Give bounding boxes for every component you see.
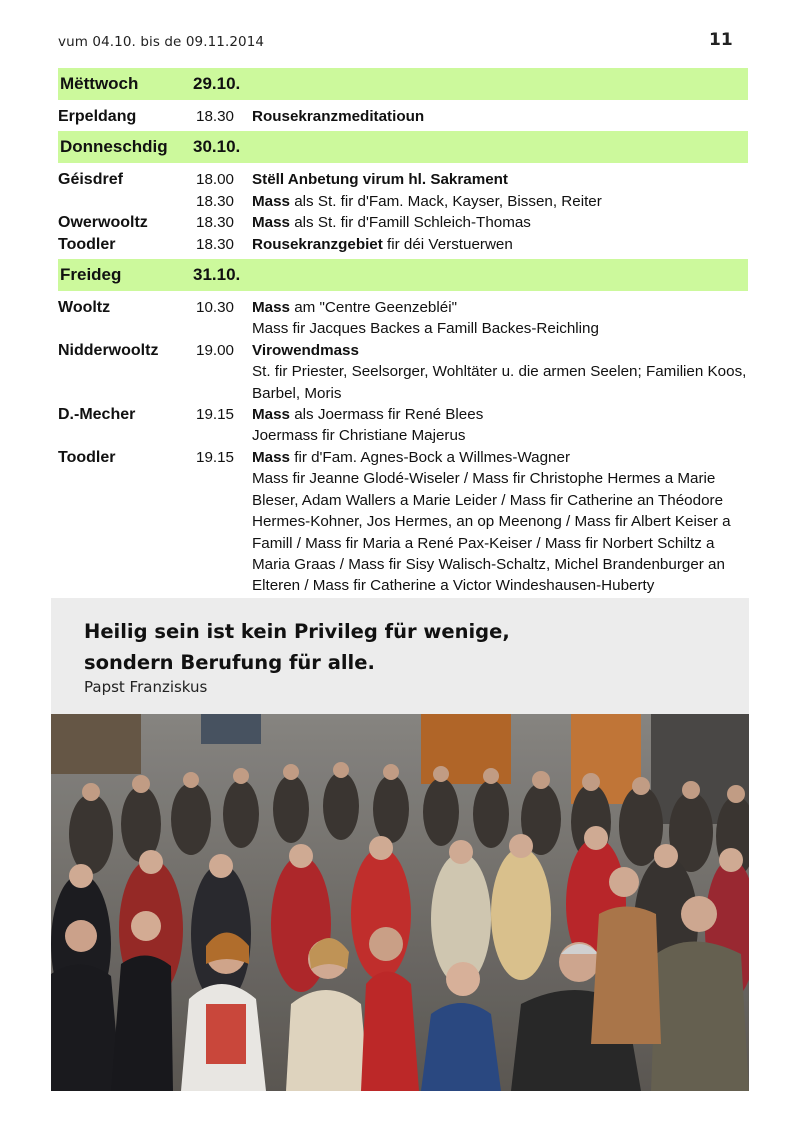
- service-description: [252, 425, 748, 446]
- service-description: [252, 447, 748, 468]
- service-type: Stëll Anbetung virum hl. Sakrament: [252, 171, 508, 189]
- quote-line-1: Heilig sein ist kein Privileg für wenige,: [84, 620, 510, 643]
- place-name: Géisdref: [58, 171, 123, 189]
- place-name: [58, 361, 196, 404]
- day-name: Freideg: [60, 265, 122, 285]
- quote-author: Papst Franziskus: [84, 678, 208, 696]
- service-time: 18.30: [196, 192, 235, 210]
- service-time: [196, 361, 252, 404]
- schedule-row: [58, 234, 748, 255]
- service-description: [252, 404, 748, 425]
- schedule-row: [58, 318, 748, 339]
- quote-line-2: sondern Berufung für alle.: [84, 651, 375, 674]
- service-type: Rousekranzmeditatioun: [252, 108, 425, 125]
- schedule-row: [58, 169, 748, 190]
- service-time: 18.30: [196, 108, 235, 125]
- service-description: [252, 340, 748, 361]
- service-description: [252, 191, 748, 212]
- service-time: 18.30: [196, 235, 235, 253]
- place-name: [58, 318, 196, 339]
- service-description: [252, 106, 748, 127]
- service-type: Mass: [252, 214, 290, 232]
- place-name: [58, 191, 196, 212]
- schedule-row: [58, 447, 748, 468]
- service-intention: als St. fir d'Fam. Mack, Kayser, Bissen, Reiter: [290, 192, 602, 210]
- schedule-row: [58, 468, 748, 596]
- day-header: [58, 68, 748, 100]
- service-description: [252, 234, 748, 255]
- day-date: 31.10.: [193, 265, 241, 285]
- place-name: [58, 468, 196, 596]
- service-type: Mass: [252, 406, 290, 424]
- schedule-row: [58, 106, 748, 127]
- day-name: Donneschdig: [60, 137, 168, 157]
- crowd-photo-illustration: [51, 714, 749, 1091]
- service-type: Virowendmass: [252, 341, 359, 359]
- day-name: Mëttwoch: [60, 74, 139, 93]
- service-time: 10.30: [196, 299, 235, 317]
- service-intention: Mass fir Jacques Backes a Famill Backes-Reichling: [252, 320, 599, 338]
- service-time: [196, 318, 252, 339]
- day-date: 29.10.: [193, 74, 241, 93]
- service-description: [252, 361, 748, 404]
- service-description: [252, 297, 748, 318]
- place-name: Erpeldang: [58, 108, 137, 125]
- service-time: 19.15: [196, 406, 235, 424]
- service-time: 19.00: [196, 341, 235, 359]
- service-intention: Mass fir Jeanne Glodé-Wiseler / Mass fir Christophe Hermes a Marie Bleser, Adam Wallers a Marie Leider / Mass fir Catherine an Théodore Hermes-Kohner, Jos Hermes, an op Meenong / Mass fir Albert Keiser a Famill / Mass fir Maria a René Pax-Keiser / Mass fir Norbert Schiltz a Maria Graas / Mass fir Sisy Walisch-Schaltz, Michel Brandenburger an Elteren / Mass fir Catherine a Victor Windeshausen-Huberty: [252, 470, 731, 595]
- day-header: [58, 131, 748, 163]
- schedule-row: [58, 404, 748, 425]
- page-number: 11: [709, 30, 733, 50]
- place-name: Wooltz: [58, 299, 111, 317]
- place-name: Owerwooltz: [58, 214, 148, 232]
- place-name: [58, 425, 196, 446]
- service-intention: fir d'Fam. Agnes-Bock a Willmes-Wagner: [290, 448, 571, 466]
- service-description: [252, 212, 748, 233]
- service-intention: fir déi Verstuerwen: [382, 235, 513, 253]
- schedule-row: [58, 191, 748, 212]
- service-description: [252, 468, 748, 596]
- place-name: Toodler: [58, 448, 116, 466]
- service-type: Rousekranzgebiet: [252, 235, 383, 253]
- schedule-row: [58, 340, 748, 361]
- service-intention: am "Centre Geenzebléi": [290, 299, 457, 317]
- service-type: Mass: [252, 448, 290, 466]
- day-date: 30.10.: [193, 137, 241, 157]
- place-name: Nidderwooltz: [58, 341, 159, 359]
- service-intention: als Joermass fir René Blees: [290, 406, 484, 424]
- service-time: [196, 468, 252, 596]
- schedule-row: [58, 425, 748, 446]
- service-intention: Joermass fir Christiane Majerus: [252, 427, 466, 445]
- service-time: 18.30: [196, 214, 235, 232]
- service-time: [196, 425, 252, 446]
- service-intention: als St. fir d'Famill Schleich-Thomas: [290, 214, 531, 232]
- mass-schedule: [58, 66, 748, 599]
- service-description: [252, 318, 748, 339]
- place-name: D.-Mecher: [58, 406, 136, 424]
- day-header: [58, 259, 748, 291]
- service-time: 18.00: [196, 171, 235, 189]
- quote-text: [84, 616, 510, 678]
- place-name: Toodler: [58, 235, 116, 253]
- service-time: 19.15: [196, 448, 235, 466]
- service-intention: St. fir Priester, Seelsorger, Wohltäter u. die armen Seelen; Familien Koos, Barbel, Moris: [252, 363, 747, 402]
- service-description: [252, 169, 748, 190]
- schedule-row: [58, 212, 748, 233]
- service-type: Mass: [252, 192, 290, 210]
- schedule-row: [58, 361, 748, 404]
- page-header-date-range: vum 04.10. bis de 09.11.2014: [58, 34, 265, 50]
- quote-box: [51, 598, 749, 714]
- crowd-photo: [51, 714, 749, 1091]
- schedule-row: [58, 297, 748, 318]
- service-type: Mass: [252, 299, 290, 317]
